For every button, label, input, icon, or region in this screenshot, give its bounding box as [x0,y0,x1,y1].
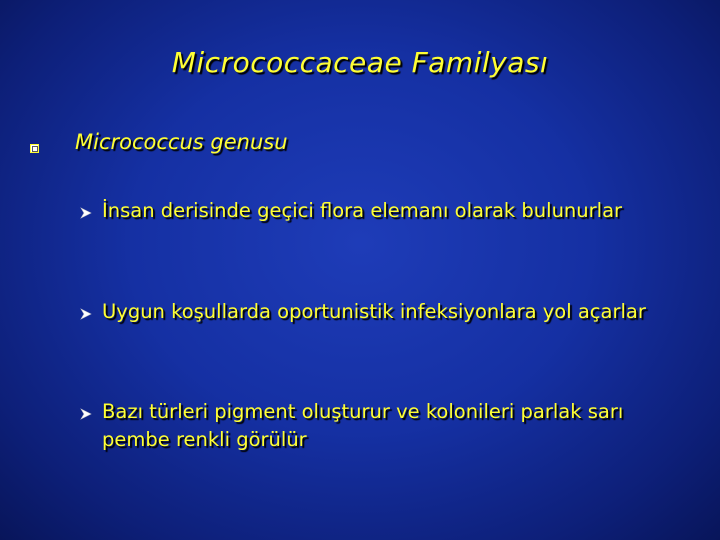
bullet-text: Uygun koşullarda oportunistik infeksiyonlara yol açarlar [102,300,646,323]
bullet-text: İnsan derisinde geçici flora elemanı olarak bulunurlar [102,199,623,222]
arrowhead-bullet-icon [80,207,92,219]
slide-title: Micrococcaceae Familyası [171,46,549,79]
heading-item-text: Micrococcus genusu [75,130,288,154]
heading-item [30,130,690,166]
bullet-text: Bazı türleri pigment oluşturur ve kolonileri parlak sarı pembe renkli görülür [102,400,624,451]
square-checkbox-bullet-icon [30,144,40,154]
arrowhead-bullet-icon [80,308,92,320]
arrowhead-bullet-icon [80,408,92,420]
